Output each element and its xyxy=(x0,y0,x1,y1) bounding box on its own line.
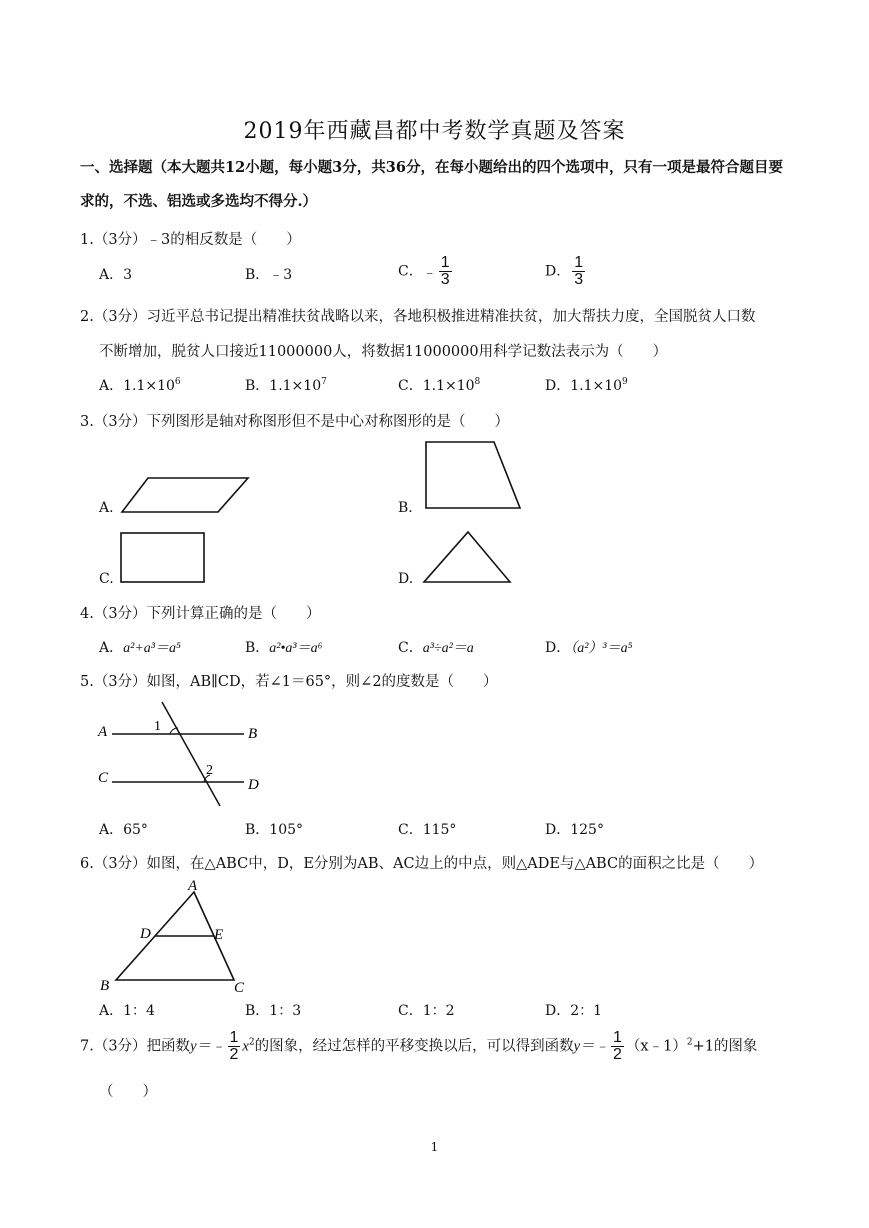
q6-option-c: C．1：2 xyxy=(398,1003,455,1019)
label-d: D xyxy=(140,926,151,942)
triangle-midpoints-figure xyxy=(94,876,254,994)
q2-option-d: D．$1.1\times 10^9$ xyxy=(545,377,628,394)
label-c: C xyxy=(98,770,109,786)
parallelogram-figure xyxy=(118,472,254,518)
q4-option-b: B．a²•a³＝a⁶ xyxy=(245,640,323,656)
angle-2-label: 2 xyxy=(206,763,213,778)
angle-1-label: 1 xyxy=(154,719,161,734)
question-2-line1: 2.（3分）习近平总书记提出精准扶贫战略以来，各地积极推进精准扶贫，加大帮扶力度，全国脱贫人口数 xyxy=(80,309,756,325)
question-7-stem: 7.（3分）把函数y＝﹣ $\frac{1}{2}$ $x^2$的图象，经过怎样的平移变换以后，可以得到函数y＝﹣ $\frac{1}{2}$ （x﹣1）$^2$+1的图象 xyxy=(80,1029,758,1063)
q6-option-d: D．2：1 xyxy=(545,1003,603,1019)
q6-option-b: B．1：3 xyxy=(245,1003,302,1019)
question-2-line2: 不断增加，脱贫人口接近11000000人，将数据11000000用科学记数法表示为（ ） xyxy=(99,344,668,360)
label-d: D xyxy=(248,777,259,793)
label-e: E xyxy=(214,927,224,943)
section-heading: 一、选择题（本大题共12小题，每小题3分，共36分，在每小题给出的四个选项中，只有一项是最符合题目要求的，不选、铝选或多选均不得分.） xyxy=(80,159,783,210)
q3-option-b-label: B. xyxy=(398,500,413,516)
question-3-stem: 3.（3分）下列图形是轴对称图形但不是中心对称图形的是（ ） xyxy=(80,414,510,430)
trapezoid-figure xyxy=(420,438,526,514)
q2-option-c: C．$1.1\times 10^8$ xyxy=(398,377,481,394)
question-7-answer-paren: （ ） xyxy=(99,1084,157,1100)
q5-option-a: A．65° xyxy=(99,822,148,838)
q1-option-d: D． $\frac{1}{3}$ xyxy=(545,254,584,288)
question-6-stem: 6.（3分）如图，在△ABC中，D，E分别为AB、AC边上的中点，则△ADE与△ABC的面积之比是（ ） xyxy=(80,856,764,872)
q1-option-a: A．3 xyxy=(99,267,133,283)
q4-option-d: D．（a²）³＝a⁵ xyxy=(545,640,633,656)
q3-option-a-label: A. xyxy=(99,500,114,516)
label-b: B xyxy=(100,978,110,994)
q1-option-c: C．﹣ $\frac{1}{3}$ xyxy=(398,254,450,288)
page-title: 2019年西藏昌都中考数学真题及答案 xyxy=(243,119,626,144)
q1-option-b: B．﹣3 xyxy=(245,267,293,283)
question-5-stem: 5.（3分）如图，AB∥CD，若∠1＝65°，则∠2的度数是（ ） xyxy=(80,674,498,690)
q3-option-c-label: C. xyxy=(99,571,114,587)
page-number: 1 xyxy=(430,1140,439,1154)
q2-option-a: A．$1.1\times 10^6$ xyxy=(99,377,181,394)
q4-option-c: C．a³÷a²＝a xyxy=(398,640,474,656)
fraction: $\frac{1}{3}$ xyxy=(440,254,450,288)
question-4-stem: 4.（3分）下列计算正确的是（ ） xyxy=(80,606,321,622)
fraction: $\frac{1}{3}$ xyxy=(574,254,584,288)
label-a: A xyxy=(188,878,198,894)
fraction: $\frac{1}{2}$ xyxy=(229,1029,239,1063)
label-a: A xyxy=(98,724,108,740)
label-c: C xyxy=(234,980,245,994)
fraction: $\frac{1}{2}$ xyxy=(613,1029,622,1063)
q5-option-b: B．105° xyxy=(245,822,304,838)
q3-option-d-label: D. xyxy=(398,571,414,587)
transversal-line xyxy=(162,702,220,806)
rectangle-figure xyxy=(118,530,208,586)
label-b: B xyxy=(248,726,258,742)
q2-option-b: B．$1.1\times 10^7$ xyxy=(245,377,327,394)
q5-option-c: C．115° xyxy=(398,822,457,838)
question-1-stem: 1.（3分）﹣3的相反数是（ ） xyxy=(80,232,301,248)
q4-option-a: A．a²+a³＝a⁵ xyxy=(99,640,181,656)
q5-option-d: D．125° xyxy=(545,822,604,838)
triangle-figure xyxy=(420,528,514,586)
q6-option-a: A．1：4 xyxy=(99,1003,155,1019)
parallel-lines-figure xyxy=(92,698,272,810)
